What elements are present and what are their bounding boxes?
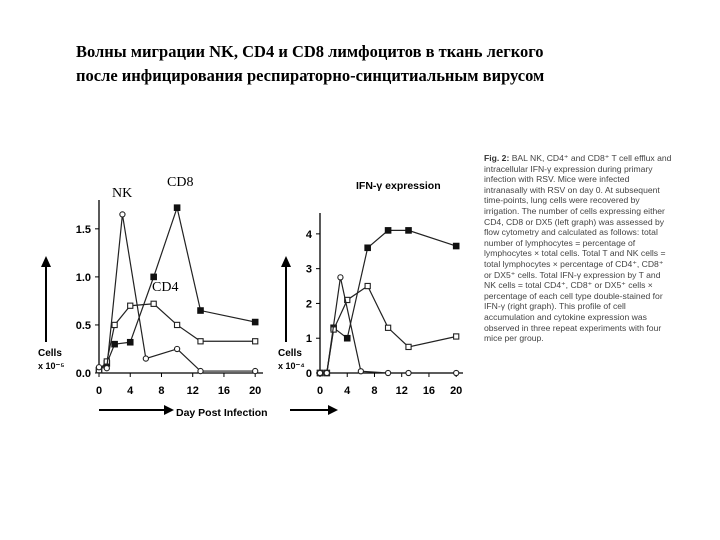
left-point-cd8 xyxy=(174,205,180,211)
left-point-nk xyxy=(198,368,203,373)
right-y-tick-label: 0 xyxy=(305,368,312,380)
left-point-cd4 xyxy=(198,339,203,344)
right-x-tick-label: 16 xyxy=(422,385,436,397)
annotation-cd4: CD4 xyxy=(152,280,179,295)
right-xaxis-arrow xyxy=(290,405,338,415)
left-point-cd8 xyxy=(198,308,204,314)
xlabel-day-post-infection: Day Post Infection xyxy=(176,407,268,419)
left-point-nk xyxy=(120,212,125,217)
left-x-tick-label: 12 xyxy=(186,385,199,397)
left-ylabel-line1: Cells xyxy=(38,348,62,359)
right-y-tick-label: 4 xyxy=(305,228,312,241)
right-y-tick-label: 1 xyxy=(305,333,312,346)
right-point-cd8 xyxy=(344,335,350,341)
left-point-cd8 xyxy=(127,339,133,345)
caption-text: BAL NK, CD4⁺ and CD8⁺ T cell efflux and intracellular IFN-γ expression during primary infection with RSV. Mice were infected intranasally with RSV on day 0. At subsequent time-points, lung cells were recovered by irrigation. The number of cells expressing either CD4, CD8 or DX5 (left graph) was assessed by flow cytometry and calculated as follows: total number of lymphocytes = percentage of lymphocytes × total cells. Total T and NK cells = total lymphocytes × percentage of CD4⁺, CD8⁺ or DX5⁺ cells. Total IFN-γ expression by T and NK cells = total CD4⁺, CD8⁺ or DX5⁺ cells × percentage of each cell type double-stained for IFN-γ (right graph). This profile of cell accumulation and cytokine expression was observed in three repeat experiments with four mice per group. xyxy=(484,153,672,344)
right-point-cd4 xyxy=(454,334,459,339)
left-ylabel-line2: x 10⁻⁵ xyxy=(38,361,65,371)
left-yaxis-arrow xyxy=(41,256,51,342)
right-point-cd4 xyxy=(385,325,390,330)
right-y-tick-label: 2 xyxy=(305,298,312,311)
annotation-nk: NK xyxy=(112,186,133,201)
right-point-nk xyxy=(454,370,459,375)
left-y-tick-label: 0.0 xyxy=(75,368,91,380)
right-chart-title: IFN-γ expression xyxy=(356,180,441,192)
title-line-2: после инфицирования респираторно-синцитиальным вирусом xyxy=(76,66,545,85)
caption-label: Fig. 2: xyxy=(484,153,510,163)
left-point-cd8 xyxy=(252,319,258,325)
right-point-nk xyxy=(317,370,322,375)
left-plot xyxy=(76,200,263,397)
left-series-line-cd4 xyxy=(99,304,255,370)
right-point-cd8 xyxy=(406,228,412,234)
right-point-cd4 xyxy=(406,344,411,349)
left-y-tick-label: 1.0 xyxy=(75,271,91,284)
right-point-cd8 xyxy=(385,228,391,234)
left-x-tick-label: 20 xyxy=(249,385,262,397)
left-xaxis-arrow xyxy=(99,405,174,415)
right-x-tick-label: 8 xyxy=(371,385,378,397)
right-point-nk xyxy=(358,369,363,374)
left-point-cd4 xyxy=(128,303,133,308)
left-point-nk xyxy=(96,365,101,370)
right-point-cd4 xyxy=(365,283,370,288)
left-point-nk xyxy=(143,356,148,361)
title-line-1: Волны миграции NK, CD4 и CD8 лимфоцитов в ткань легкого xyxy=(76,42,544,61)
left-y-tick-label: 1.5 xyxy=(75,223,91,236)
left-x-tick-label: 8 xyxy=(158,385,165,397)
annotation-cd8: CD8 xyxy=(167,175,194,190)
right-plot xyxy=(306,213,463,397)
right-yaxis-arrow xyxy=(281,256,291,342)
right-point-nk xyxy=(324,370,329,375)
left-point-cd4 xyxy=(253,339,258,344)
right-point-nk xyxy=(385,370,390,375)
left-point-cd4 xyxy=(174,322,179,327)
right-x-tick-label: 12 xyxy=(395,385,408,397)
right-point-nk xyxy=(338,275,343,280)
left-point-nk xyxy=(253,368,258,373)
right-x-tick-label: 0 xyxy=(316,385,324,397)
left-point-cd8 xyxy=(112,341,118,347)
figure-caption xyxy=(484,153,672,344)
left-y-tick-label: 0.5 xyxy=(75,319,91,332)
left-point-cd8 xyxy=(151,274,157,280)
left-x-tick-label: 4 xyxy=(127,385,134,397)
right-y-tick-label: 3 xyxy=(305,263,312,276)
right-series-line-cd8 xyxy=(320,230,456,373)
right-x-tick-label: 20 xyxy=(450,385,463,397)
left-x-tick-label: 16 xyxy=(217,385,231,397)
left-point-nk xyxy=(104,366,109,371)
left-point-cd4 xyxy=(151,301,156,306)
left-point-cd4 xyxy=(112,322,117,327)
right-point-cd8 xyxy=(453,243,459,249)
right-ylabel-line2: x 10⁻⁴ xyxy=(278,361,305,371)
right-x-tick-label: 4 xyxy=(344,385,351,397)
left-point-nk xyxy=(174,346,179,351)
right-point-nk xyxy=(406,370,411,375)
right-point-cd8 xyxy=(365,245,371,251)
left-x-tick-label: 0 xyxy=(95,385,103,397)
right-ylabel-line1: Cells xyxy=(278,348,302,359)
